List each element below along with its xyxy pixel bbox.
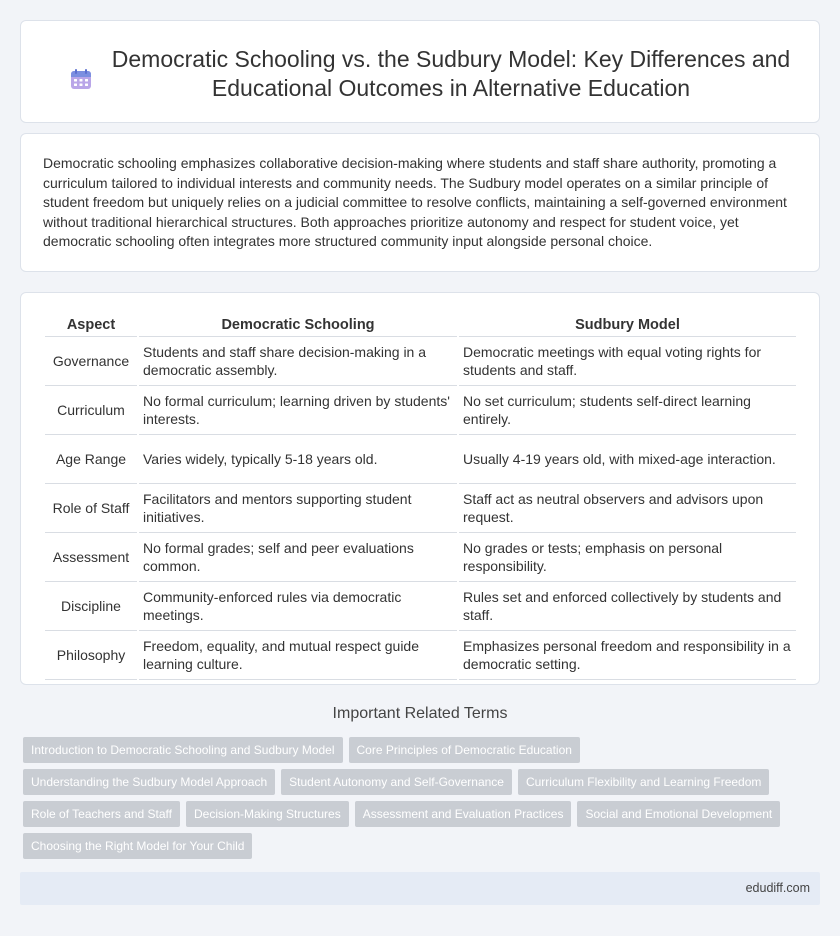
sudbury-cell: Emphasizes personal freedom and responsibility in a democratic setting. [459, 631, 796, 680]
aspect-cell: Philosophy [45, 631, 137, 680]
table-row [45, 435, 796, 484]
calendar-icon [69, 67, 93, 91]
democratic-cell: Facilitators and mentors supporting student initiatives. [139, 484, 457, 533]
aspect-cell: Assessment [45, 533, 137, 582]
democratic-cell: No formal curriculum; learning driven by students' interests. [139, 386, 457, 435]
aspect-cell: Role of Staff [45, 484, 137, 533]
related-term-tag[interactable]: Decision-Making Structures [186, 801, 349, 827]
footer-site-link[interactable]: edudiff.com [745, 881, 810, 895]
democratic-cell: Community-enforced rules via democratic meetings. [139, 582, 457, 631]
related-terms-list [23, 737, 813, 859]
related-term-tag[interactable]: Understanding the Sudbury Model Approach [23, 769, 275, 795]
related-term-tag[interactable]: Social and Emotional Development [577, 801, 780, 827]
table-row [45, 337, 796, 386]
table-row [45, 631, 796, 680]
header-sudbury: Sudbury Model [459, 310, 796, 337]
aspect-cell: Age Range [45, 435, 137, 484]
comparison-table [43, 310, 798, 680]
sudbury-cell: Usually 4-19 years old, with mixed-age interaction. [459, 435, 796, 484]
aspect-cell: Governance [45, 337, 137, 386]
democratic-cell: Students and staff share decision-making in a democratic assembly. [139, 337, 457, 386]
sudbury-cell: Democratic meetings with equal voting rights for students and staff. [459, 337, 796, 386]
header-democratic: Democratic Schooling [139, 310, 457, 337]
democratic-cell: No formal grades; self and peer evaluations common. [139, 533, 457, 582]
comparison-card [20, 292, 820, 685]
related-terms-heading: Important Related Terms [332, 705, 508, 722]
table-row [45, 484, 796, 533]
sudbury-cell: No set curriculum; students self-direct learning entirely. [459, 386, 796, 435]
related-term-tag[interactable]: Role of Teachers and Staff [23, 801, 180, 827]
footer [20, 872, 820, 905]
related-term-tag[interactable]: Choosing the Right Model for Your Child [23, 833, 252, 859]
democratic-cell: Varies widely, typically 5-18 years old. [139, 435, 457, 484]
sudbury-cell: No grades or tests; emphasis on personal responsibility. [459, 533, 796, 582]
related-term-tag[interactable]: Core Principles of Democratic Education [349, 737, 580, 763]
page-title: Democratic Schooling vs. the Sudbury Model: Key Differences and Educational Outcomes in Alternative Education [111, 46, 791, 101]
aspect-cell: Curriculum [45, 386, 137, 435]
header-aspect: Aspect [45, 310, 137, 337]
table-row [45, 386, 796, 435]
related-term-tag[interactable]: Student Autonomy and Self-Governance [281, 769, 512, 795]
intro-paragraph: Democratic schooling emphasizes collaborative decision-making where students and staff share authority, promoting a curriculum tailored to individual interests and community needs. The Sudbury model operates on a similar principle of student freedom but uniquely relies on a judicial committee to resolve conflicts, maintaining a self-governed environment without traditional hierarchical structures. Both approaches prioritize autonomy and respect for student voice, yet democratic schooling often integrates more structured community input alongside personal choice. [43, 155, 787, 250]
aspect-cell: Discipline [45, 582, 137, 631]
table-row [45, 582, 796, 631]
related-term-tag[interactable]: Curriculum Flexibility and Learning Freedom [518, 769, 769, 795]
intro-card [20, 133, 820, 272]
table-header-row [45, 310, 796, 337]
related-term-tag[interactable]: Introduction to Democratic Schooling and Sudbury Model [23, 737, 343, 763]
title-card [20, 20, 820, 123]
sudbury-cell: Rules set and enforced collectively by students and staff. [459, 582, 796, 631]
related-term-tag[interactable]: Assessment and Evaluation Practices [355, 801, 572, 827]
table-row [45, 533, 796, 582]
democratic-cell: Freedom, equality, and mutual respect guide learning culture. [139, 631, 457, 680]
sudbury-cell: Staff act as neutral observers and advisors upon request. [459, 484, 796, 533]
